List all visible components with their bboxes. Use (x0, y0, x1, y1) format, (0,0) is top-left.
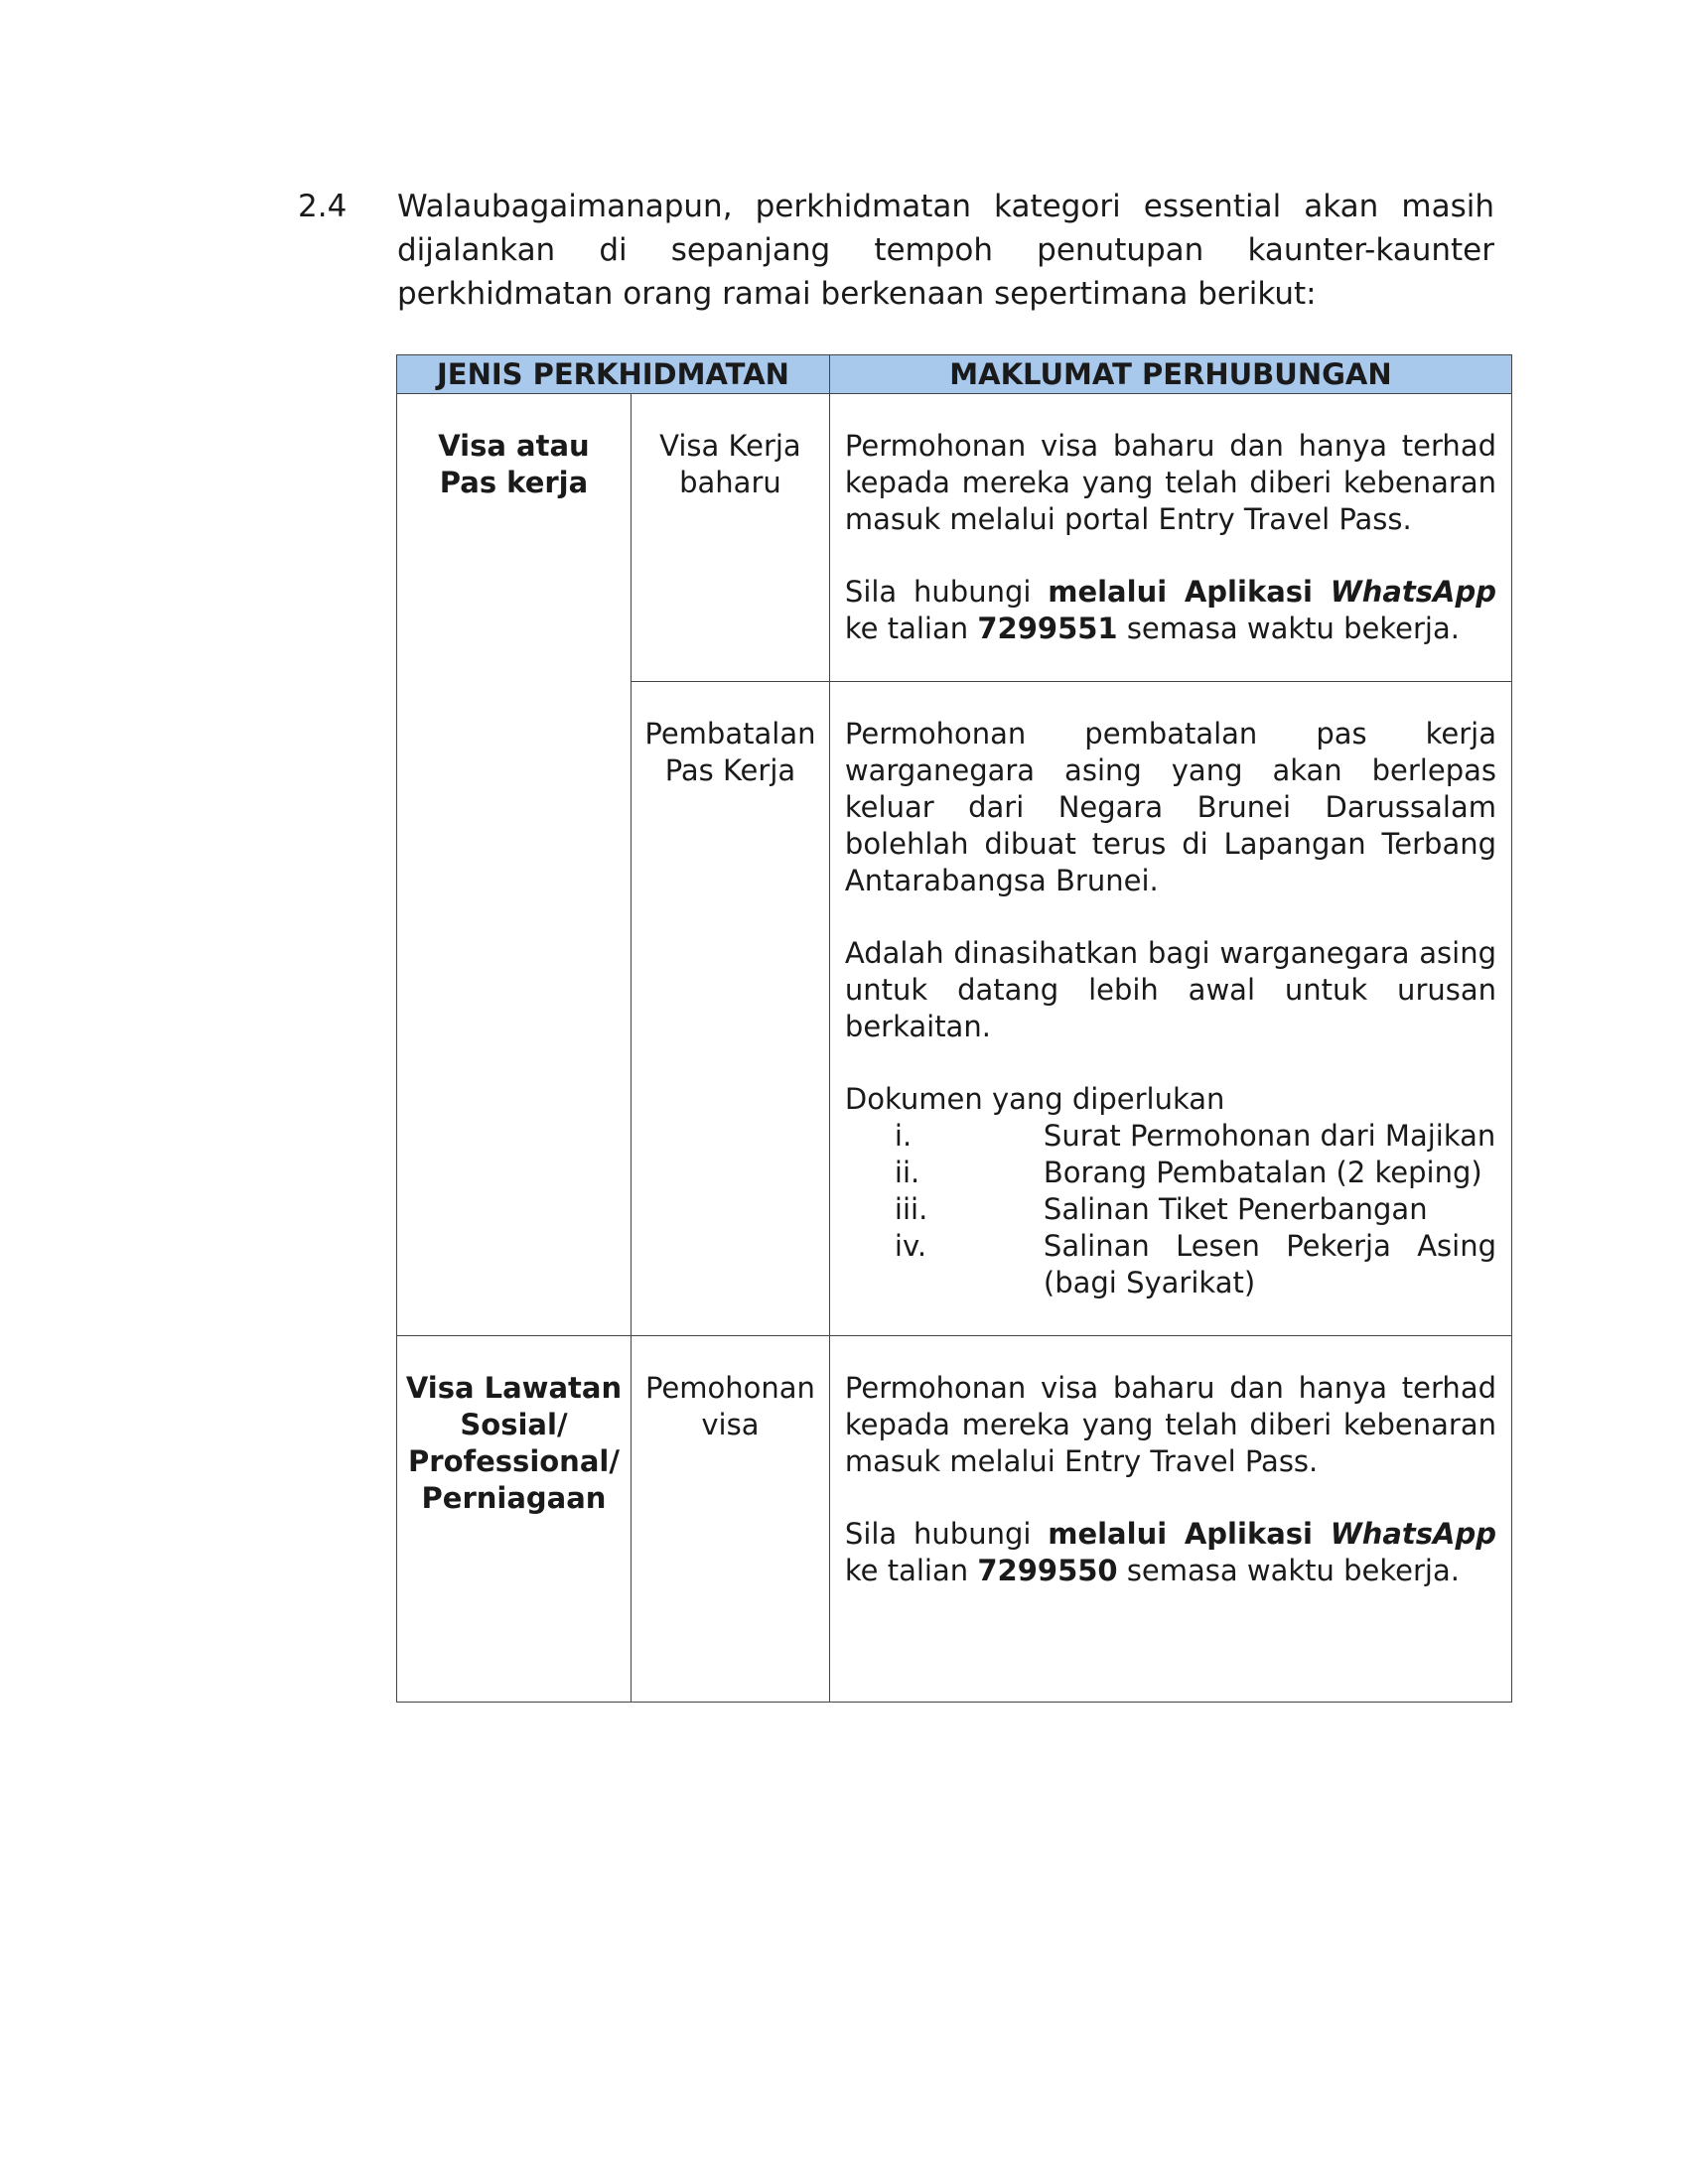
phone-number: 7299550 (977, 1554, 1118, 1587)
contact-info-cell (829, 394, 1511, 682)
list-item (845, 1228, 1496, 1301)
list-item-number: iv. (894, 1229, 927, 1263)
services-table (396, 354, 1512, 1703)
category-social-visit-visa (397, 1336, 632, 1703)
contact-info-cell (829, 682, 1511, 1336)
header-service-type: JENIS PERKHIDMATAN (397, 355, 830, 394)
list-item-number: ii. (894, 1156, 920, 1189)
table-header-row (397, 355, 1512, 394)
list-item-text: Surat Permohonan dari Majikan (1043, 1119, 1496, 1153)
list-item-number: iii. (894, 1192, 928, 1226)
whatsapp-contact-paragraph (845, 574, 1496, 647)
phone-number: 7299551 (977, 612, 1118, 645)
contact-text: ke talian (844, 612, 978, 645)
section-number: 2.4 (298, 189, 348, 224)
list-item-text: Borang Pembatalan (2 keping) (1043, 1156, 1482, 1189)
contact-text: ke talian (844, 1554, 978, 1587)
info-paragraph: Adalah dinasihatkan bagi warganegara asing untuk datang lebih awal untuk urusan berkaitan. (844, 936, 1496, 1043)
subcategory-line: Pemohonan (644, 1371, 815, 1405)
list-item (845, 1155, 1496, 1191)
header-contact-info: MAKLUMAT PERHUBUNGAN (829, 355, 1511, 394)
documents-list (845, 1118, 1496, 1301)
list-item (845, 1118, 1496, 1155)
category-line: Professional/ (408, 1444, 620, 1478)
category-line: Visa atau (438, 429, 590, 463)
list-item (845, 1191, 1496, 1228)
list-item-number: i. (894, 1119, 913, 1153)
subcategory-visa-application (631, 1336, 829, 1703)
category-line: Perniagaan (421, 1481, 607, 1515)
info-paragraph: Permohonan pembatalan pas kerja warganegara asing yang akan berlepas keluar dari Negara Brunei Darussalam bolehlah dibuat terus di Lapangan Terbang Antarabangsa Brunei. (844, 717, 1496, 897)
contact-info-cell (829, 1336, 1511, 1703)
contact-bold-text: melalui Aplikasi (1048, 1517, 1331, 1551)
whatsapp-app-name: WhatsApp (1330, 575, 1496, 609)
whatsapp-app-name: WhatsApp (1330, 1517, 1496, 1551)
subcategory-work-pass-cancellation (631, 682, 829, 1336)
subcategory-line: baharu (679, 466, 781, 499)
contact-text: Sila hubungi (844, 1517, 1049, 1551)
category-line: Sosial/ (460, 1408, 568, 1441)
contact-text: Sila hubungi (844, 575, 1049, 609)
category-visa-work-pass (397, 394, 632, 1336)
info-paragraph: Permohonan visa baharu dan hanya terhad kepada mereka yang telah diberi kebenaran masuk melalui Entry Travel Pass. (844, 1371, 1496, 1478)
category-line: Visa Lawatan (405, 1371, 623, 1405)
subcategory-line: Pas Kerja (664, 753, 796, 787)
subcategory-line: visa (701, 1408, 760, 1441)
subcategory-new-work-visa (631, 394, 829, 682)
table-row (397, 1336, 1512, 1703)
table-row (397, 394, 1512, 682)
info-paragraph: Permohonan visa baharu dan hanya terhad kepada mereka yang telah diberi kebenaran masuk melalui portal Entry Travel Pass. (844, 429, 1496, 536)
subcategory-line: Visa Kerja (659, 429, 801, 463)
documents-heading: Dokumen yang diperlukan (844, 1082, 1225, 1116)
whatsapp-contact-paragraph (845, 1516, 1496, 1589)
list-item-text: Salinan Tiket Penerbangan (1043, 1192, 1428, 1226)
list-item-text: Salinan Lesen Pekerja Asing (bagi Syarikat) (1043, 1229, 1496, 1299)
contact-text: semasa waktu bekerja. (1117, 612, 1460, 645)
category-line: Pas kerja (439, 466, 589, 499)
section-paragraph: Walaubagaimanapun, perkhidmatan kategori essential akan masih dijalankan di sepanjang tempoh penutupan kaunter-kaunter perkhidmatan orang ramai berkenaan sepertimana berikut: (397, 189, 1494, 312)
contact-text: semasa waktu bekerja. (1117, 1554, 1460, 1587)
contact-bold-text: melalui Aplikasi (1048, 575, 1331, 609)
subcategory-line: Pembatalan (644, 717, 816, 751)
